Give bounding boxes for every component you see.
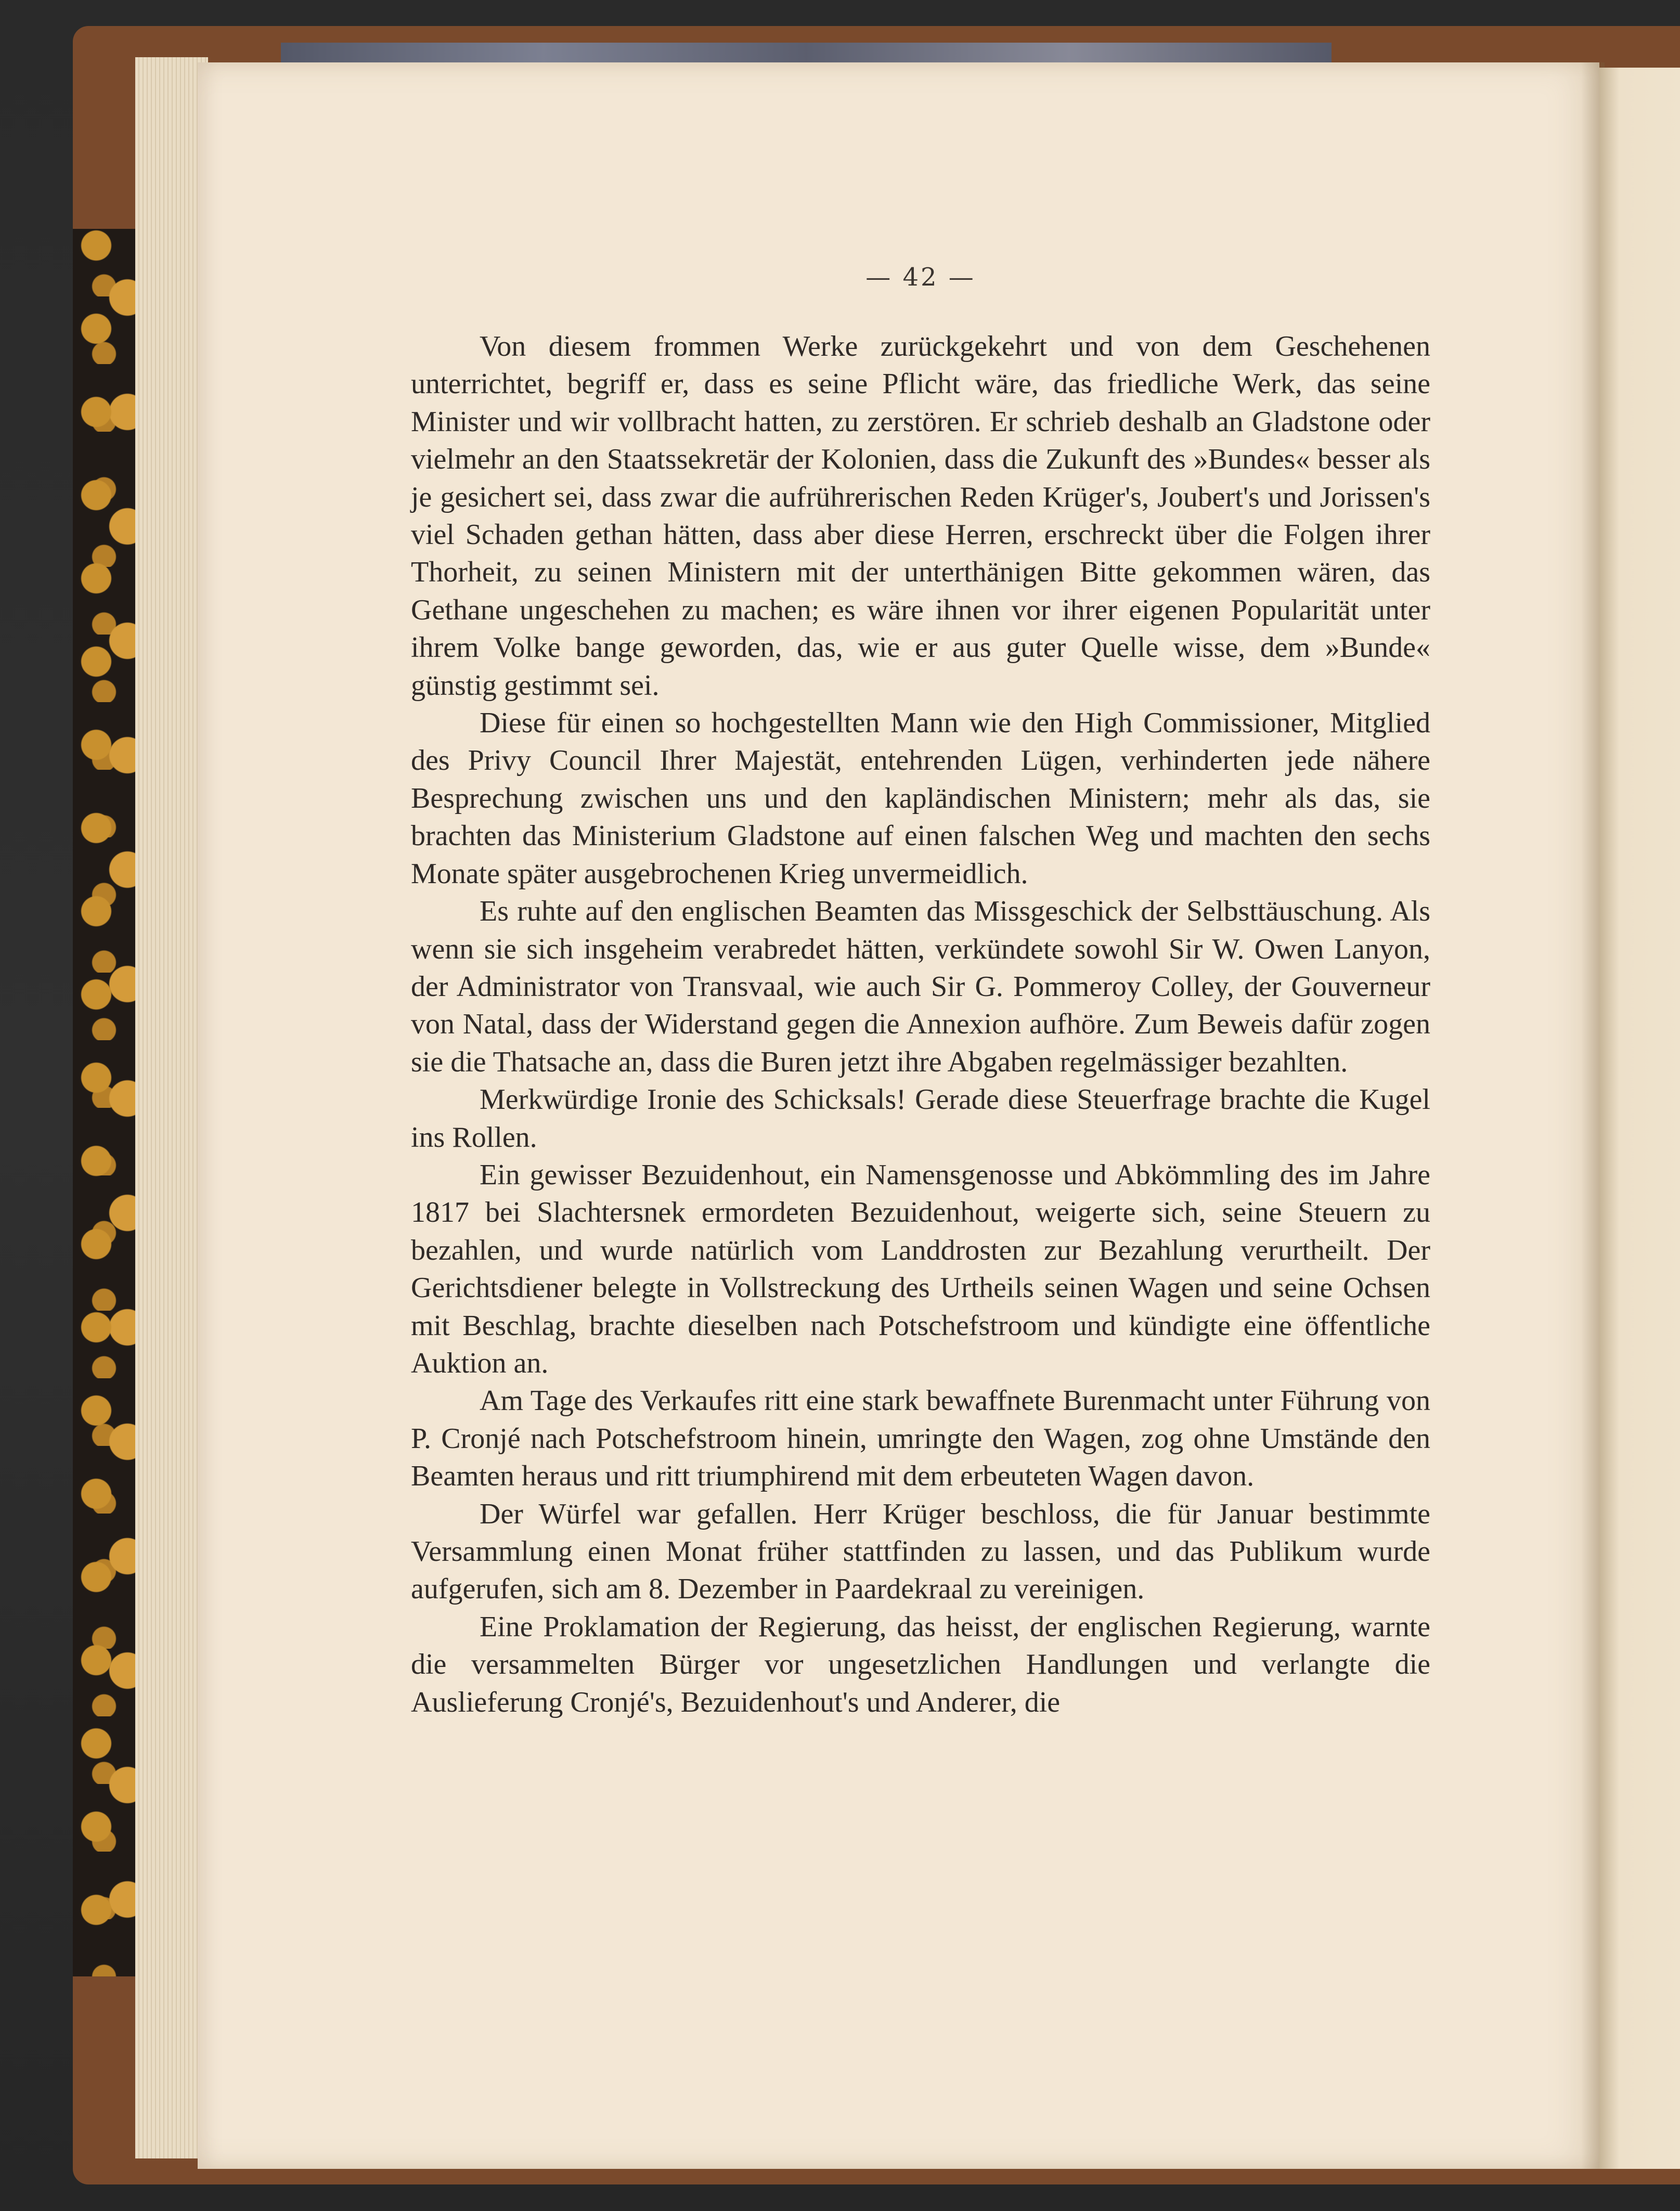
page-number: — 42 — — [865, 263, 976, 292]
facing-page-edge — [1599, 68, 1680, 2169]
paragraph: Ein gewisser Bezuidenhout, ein Namensgenosse und Abkömmling des im Jahre 1817 bei Slachtersnek ermordeten Bezuidenhout, weigerte sich, seine Steuern zu bezahlen, und wurde natürlich vom Landdrosten zur Bezahlung verurtheilt. Der Gerichtsdiener belegte in Vollstreckung des Urtheils seinen Wagen und seine Ochsen mit Beschlag, brachte dieselben nach Potschefstroom und kündigte eine öffentliche Auktion an. — [411, 1158, 1430, 1379]
paragraph: Diese für einen so hochgestellten Mann wie den High Commissioner, Mitglied des Privy Council Ihrer Majestät, entehrenden Lügen, verhinderten jede nähere Besprechung zwischen uns und den kapländischen Ministern; mehr als das, sie brachten das Ministerium Gladstone auf einen falschen Weg und machten den sechs Monate später ausgebrochenen Krieg unvermeidlich. — [411, 707, 1430, 890]
page-edges — [135, 57, 208, 2158]
paragraph: Es ruhte auf den englischen Beamten das Missgeschick der Selbsttäuschung. Als wenn sie sich insgeheim verabredet hätten, verkündete sowohl Sir W. Owen Lanyon, der Administrator von Transvaal, wie auch Sir G. Pommeroy Colley, der Gouverneur von Natal, dass der Widerstand gegen die Annexion aufhöre. Zum Beweis dafür zogen sie die Thatsache an, dass die Buren jetzt ihre Abgaben regelmässiger bezahlten. — [411, 895, 1430, 1078]
paragraph: Am Tage des Verkaufes ritt eine stark bewaffnete Burenmacht unter Führung von P. Cronjé nach Potschefstroom hinein, umringte den Wagen, zog ohne Umstände den Beamten heraus und ritt triumphirend mit dem erbeuteten Wagen davon. — [411, 1385, 1430, 1493]
page-text — [411, 328, 1430, 1721]
paragraph: Eine Proklamation der Regierung, das heisst, der englischen Regierung, warnte die versammelten Bürger vor ungesetzlichen Handlungen und verlangte die Auslieferung Cronjé's, Bezuidenhout's und Anderer, die — [411, 1610, 1430, 1718]
paragraph: Der Würfel war gefallen. Herr Krüger beschloss, die für Januar bestimmte Versammlung einen Monat früher stattfinden zu lassen, und das Publikum wurde aufgerufen, sich am 8. Dezember in Paardekraal zu vereinigen. — [411, 1497, 1430, 1606]
paragraph: Von diesem frommen Werke zurückgekehrt und von dem Geschehenen unterrichtet, begriff er, dass es seine Pflicht wäre, das friedliche Werk, das seine Minister und wir vollbracht hatten, zu zerstören. Er schrieb deshalb an Gladstone oder vielmehr an den Staatssekretär der Kolonien, dass die Zukunft des »Bundes« besser als je gesichert sei, dass zwar die aufrührerischen Reden Krüger's, Joubert's und Jorissen's viel Schaden gethan hätten, dass aber diese Herren, erschreckt über die Folgen ihrer Thorheit, zu seinen Ministern mit der unterthänigen Bitte gekommen wären, das Gethane ungeschehen zu machen; es wäre ihnen vor ihrer eigenen Popularität unter ihrem Volke bange geworden, das, wie er aus guter Quelle wisse, dem »Bunde« günstig gestimmt sei. — [411, 330, 1430, 702]
paragraph: Merkwürdige Ironie des Schicksals! Gerade diese Steuerfrage brachte die Kugel ins Rollen. — [411, 1083, 1430, 1154]
